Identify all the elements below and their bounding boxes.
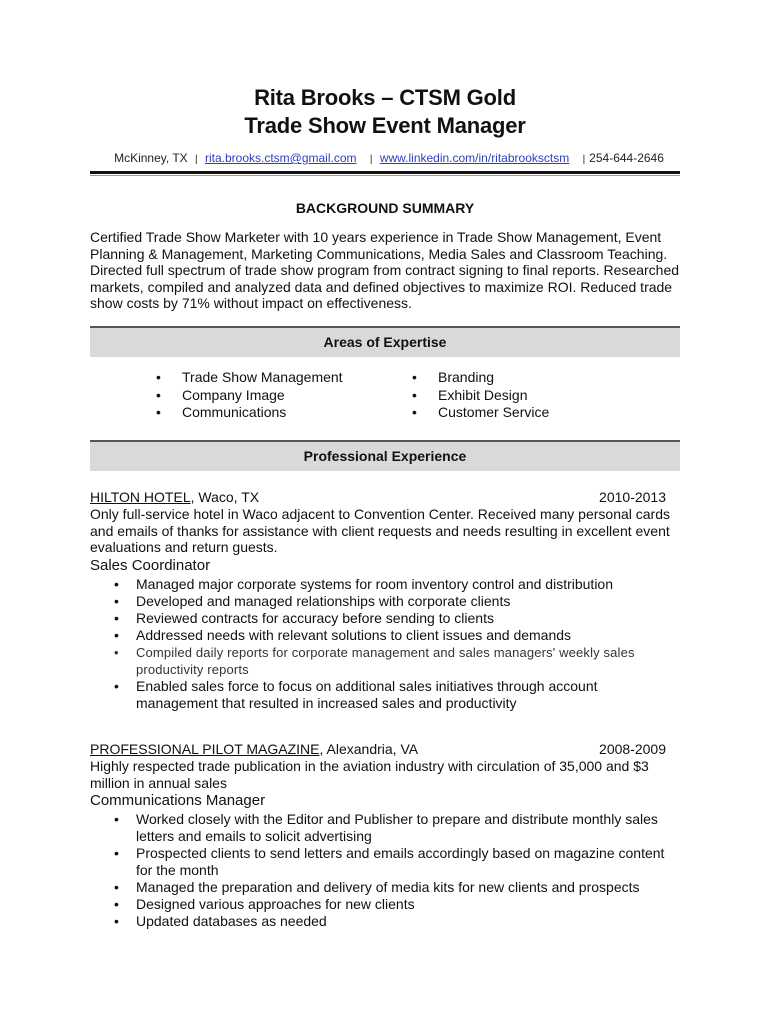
- professional-experience-heading: Professional Experience: [90, 440, 680, 471]
- job-header: [90, 489, 680, 506]
- contact-separator: |: [195, 154, 198, 165]
- job-bullet: • Managed the preparation and delivery of media kits for new clients and prospects: [90, 879, 680, 896]
- job-dates: 2010-2013: [599, 489, 666, 505]
- contact-phone: 254-644-2646: [589, 151, 664, 165]
- expertise-item: • Company Image: [156, 387, 343, 405]
- job-bullet: • Developed and managed relationships with corporate clients: [90, 593, 680, 610]
- job-company: PROFESSIONAL PILOT MAGAZINE: [90, 741, 320, 757]
- header-divider: [90, 171, 680, 174]
- job-bullet: • Reviewed contracts for accuracy before sending to clients: [90, 610, 680, 627]
- header-divider-shadow: [90, 175, 680, 176]
- job-description: Only full-service hotel in Waco adjacent to Convention Center. Received many personal cards and emails of thanks for assistance with client requests and needs resulting in excellent event evaluations and return guests.: [90, 506, 670, 555]
- job-entry: [90, 489, 680, 712]
- job-bullet: • Addressed needs with relevant solutions to client issues and demands: [90, 627, 680, 644]
- contact-location: McKinney, TX: [114, 151, 188, 165]
- job-location: , Waco, TX: [190, 489, 260, 505]
- job-description: Highly respected trade publication in the aviation industry with circulation of 35,000 and $3 million in annual sales: [90, 758, 649, 791]
- contact-line: [100, 151, 678, 165]
- linkedin-link[interactable]: www.linkedin.com/in/ritabrooksctsm: [379, 151, 570, 165]
- job-bullet: • Enabled sales force to focus on additional sales initiatives through account management that resulted in increased sales and productivity: [90, 678, 680, 712]
- expertise-item: • Exhibit Design: [412, 387, 549, 405]
- job-bullet: • Designed various approaches for new clients: [90, 896, 680, 913]
- job-bullet: • Managed major corporate systems for room inventory control and distribution: [90, 576, 680, 593]
- job-bullet: • Worked closely with the Editor and Publisher to prepare and distribute monthly sales letters and emails to solicit advertising: [90, 811, 680, 845]
- resume-header: [90, 84, 680, 140]
- expertise-list-left: [156, 369, 343, 422]
- background-summary-heading: BACKGROUND SUMMARY: [295, 200, 475, 216]
- email-link[interactable]: rita.brooks.ctsm@gmail.com: [204, 151, 357, 165]
- job-entry: [90, 741, 680, 930]
- expertise-item: • Customer Service: [412, 404, 549, 422]
- job-role: Communications Manager: [90, 792, 266, 809]
- job-bullet: • Prospected clients to send letters and emails accordingly based on magazine content for the month: [90, 845, 680, 879]
- expertise-item: • Branding: [412, 369, 549, 387]
- job-company: HILTON HOTEL: [90, 489, 191, 505]
- job-location: , Alexandria, VA: [319, 741, 419, 757]
- areas-of-expertise-heading: Areas of Expertise: [90, 326, 680, 357]
- job-role: Sales Coordinator: [90, 556, 211, 574]
- candidate-title: Trade Show Event Manager: [244, 113, 526, 138]
- contact-separator: |: [369, 154, 373, 165]
- expertise-item: • Trade Show Management: [156, 369, 343, 387]
- job-bullet: • Updated databases as needed: [90, 913, 680, 930]
- job-dates: 2008-2009: [599, 741, 666, 757]
- job-bullets: [90, 576, 680, 712]
- job-bullets: [90, 811, 680, 930]
- job-header: [90, 741, 680, 758]
- expertise-list-right: [412, 369, 549, 422]
- contact-separator: |: [582, 154, 586, 165]
- background-summary-text: Certified Trade Show Marketer with 10 years experience in Trade Show Management, Event Planning & Management, Marketing Communications, Media Sales and Classroom Teaching. Directed full spectrum of trade show program from contract signing to final reports. Researched markets, compiled and analyzed data and defined objectives to maximize ROI. Reduced trade show costs by 71% without impact on effectiveness.: [90, 229, 680, 311]
- expertise-item: • Communications: [156, 404, 343, 422]
- candidate-name: Rita Brooks – CTSM Gold: [254, 85, 516, 110]
- job-bullet: • Compiled daily reports for corporate management and sales managers' weekly sales productivity reports: [90, 644, 680, 678]
